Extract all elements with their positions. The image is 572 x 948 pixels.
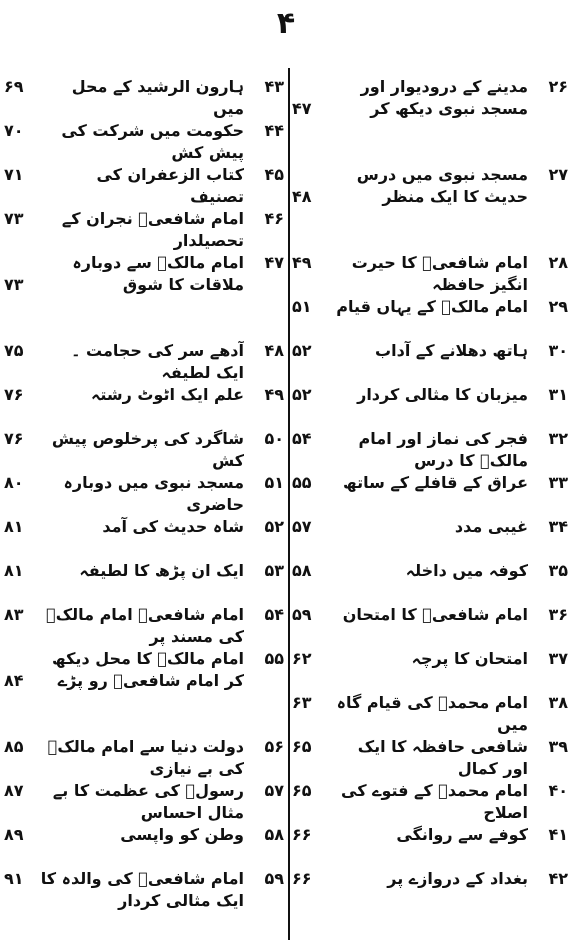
- entry-title: شاہ حدیث کی آمد: [102, 517, 244, 536]
- entry-number: ۵۵: [264, 649, 284, 668]
- entry-page-number: ۸۱: [4, 561, 24, 580]
- entry-page-number: ۵۵: [292, 473, 312, 492]
- entry-title: مدینے کے درودیوار اور مسجد نبوی دیکھ کر: [360, 77, 528, 118]
- entry-number: ۳۱: [548, 385, 568, 404]
- entry-title: کوفہ میں داخلہ: [405, 561, 528, 580]
- entry-number: ۵۸: [264, 825, 284, 844]
- toc-entry: [4, 648, 284, 736]
- entry-page-number: ۵۷: [292, 517, 312, 536]
- entry-title: ہارون الرشید کے محل میں: [71, 77, 244, 118]
- entry-page-number: ۶۳: [292, 693, 312, 712]
- entry-title: آدھے سر کی حجامت ۔ ایک لطیفہ: [71, 341, 244, 382]
- toc-entry: [4, 516, 284, 560]
- entry-number: ۲۷: [548, 165, 568, 184]
- entry-number: ۵۲: [264, 517, 284, 536]
- entry-page-number: ۹۱: [4, 869, 24, 888]
- entry-number: ۵۷: [264, 781, 284, 800]
- entry-number: ۳۸: [548, 693, 568, 712]
- entry-number: ۳۴: [548, 517, 568, 536]
- entry-page-number: ۶۶: [292, 825, 312, 844]
- entry-title: شاگرد کی پرخلوص پیش کش: [51, 429, 244, 470]
- entry-page-number: ۵۴: [292, 429, 312, 448]
- entry-title: کتاب الزعفران کی تصنیف: [96, 165, 244, 206]
- entry-page-number: ۸۹: [4, 825, 24, 844]
- entry-number: ۳۶: [548, 605, 568, 624]
- entry-title: شافعی حافظہ کا ایک اور کمال: [357, 737, 528, 778]
- entry-title: مسجد نبوی میں درس حدیث کا ایک منظر: [356, 165, 528, 206]
- entry-page-number: ۷۰: [4, 121, 24, 140]
- entry-page-number: ۶۶: [292, 869, 312, 888]
- entry-number: ۴۳: [264, 77, 284, 96]
- entry-number: ۵۳: [264, 561, 284, 580]
- entry-title: کوفے سے روانگی: [396, 825, 528, 844]
- toc-entry: [292, 296, 568, 340]
- entry-number: ۲۹: [548, 297, 568, 316]
- toc-entry: [292, 736, 568, 780]
- entry-page-number: ۵۲: [292, 385, 312, 404]
- entry-number: ۴۲: [548, 869, 568, 888]
- entry-title: ہاتھ دھلانے کے آداب: [375, 341, 528, 360]
- entry-title: امام شافعیؒ نجران کے تحصیلدار: [61, 209, 244, 250]
- entry-page-number: ۵۲: [292, 341, 312, 360]
- entry-number: ۲۶: [548, 77, 568, 96]
- entry-title: امام شافعیؒ کا امتحان: [342, 605, 528, 624]
- entry-number: ۴۰: [548, 781, 568, 800]
- entry-title: غیبی مدد: [454, 517, 528, 536]
- entry-title: وطن کو واپسی: [120, 825, 244, 844]
- entry-title: امتحان کا پرچہ: [411, 649, 528, 668]
- entry-number: ۴۹: [264, 385, 284, 404]
- entry-page-number: ۴۹: [292, 253, 312, 272]
- entry-number: ۵۹: [264, 869, 284, 888]
- entry-title: دولت دنیا سے امام مالکؒ کی بے نیازی: [47, 737, 244, 778]
- entry-title: امام محمدؒ کے فتوے کی اصلاح: [341, 781, 528, 822]
- toc-entry: [4, 208, 284, 252]
- entry-number: ۴۵: [264, 165, 284, 184]
- entry-number: ۴۱: [548, 825, 568, 844]
- entry-title: علم ایک اٹوٹ رشتہ: [90, 385, 244, 404]
- entry-title: حکومت میں شرکت کی پیش کش: [61, 121, 244, 162]
- toc-entry: [4, 780, 284, 824]
- toc-left-column: [4, 76, 284, 940]
- entry-page-number: ۷۳: [4, 209, 24, 228]
- entry-page-number: ۷۶: [4, 385, 24, 404]
- entry-number: ۴۷: [264, 253, 284, 272]
- entry-number: ۲۸: [548, 253, 568, 272]
- toc-entry: [4, 164, 284, 208]
- entry-number: ۳۰: [548, 341, 568, 360]
- toc-entry: [292, 428, 568, 472]
- toc-entry: [292, 648, 568, 692]
- toc-entry: [4, 604, 284, 648]
- entry-page-number: ۵۸: [292, 561, 312, 580]
- toc-entry: [292, 384, 568, 428]
- toc-entry: [292, 164, 568, 252]
- entry-number: ۵۱: [264, 473, 284, 492]
- entry-page-number: ۶۵: [292, 781, 312, 800]
- entry-page-number: ۸۳: [4, 605, 24, 624]
- entry-title: بغداد کے دروازے پر: [387, 869, 528, 888]
- entry-number: ۵۰: [264, 429, 284, 448]
- entry-page-number: ۷۵: [4, 341, 24, 360]
- entry-page-number: ۵۱: [292, 297, 312, 316]
- entry-page-number: ۷۳: [4, 275, 24, 294]
- entry-number: ۳۳: [548, 473, 568, 492]
- entry-title: امام شافعیؒ کا حیرت انگیز حافظہ: [351, 253, 528, 294]
- entry-title: امام مالکؒ سے دوبارہ ملاقات کا شوق: [72, 253, 244, 294]
- entry-number: ۳۹: [548, 737, 568, 756]
- toc-entry: [292, 252, 568, 296]
- toc-entry: [4, 868, 284, 912]
- toc-entry: [4, 824, 284, 868]
- toc-entry: [4, 340, 284, 384]
- toc-entry: [4, 560, 284, 604]
- toc-entry: [292, 472, 568, 516]
- entry-page-number: ۵۹: [292, 605, 312, 624]
- entry-title: امام مالکؒ کے یہاں قیام: [336, 297, 528, 316]
- toc-entry: [292, 824, 568, 868]
- toc-entry: [292, 868, 568, 912]
- entry-page-number: ۸۱: [4, 517, 24, 536]
- toc-entry: [292, 692, 568, 736]
- entry-page-number: ۶۲: [292, 649, 312, 668]
- entry-title: امام مالکؒ کا محل دیکھ کر امام شافعیؒ رو پڑے: [52, 649, 244, 690]
- entry-title: فجر کی نماز اور امام مالکؒ کا درس: [358, 429, 528, 470]
- entry-title: امام شافعیؒ امام مالکؒ کی مسند پر: [46, 605, 244, 646]
- entry-page-number: ۸۰: [4, 473, 24, 492]
- entry-page-number: ۷۶: [4, 429, 24, 448]
- entry-number: ۴۸: [264, 341, 284, 360]
- column-divider: [288, 68, 290, 940]
- entry-page-number: ۴۸: [292, 187, 312, 206]
- entry-page-number: ۸۵: [4, 737, 24, 756]
- entry-number: ۴۴: [264, 121, 284, 140]
- toc-entry: [292, 516, 568, 560]
- entry-title: امام شافعیؒ کی والدہ کا ایک مثالی کردار: [40, 869, 244, 910]
- entry-title: عراق کے قافلے کے ساتھ: [342, 473, 528, 492]
- entry-page-number: ۴۷: [292, 99, 312, 118]
- entry-page-number: ۶۵: [292, 737, 312, 756]
- entry-title: میزبان کا مثالی کردار: [357, 385, 528, 404]
- entry-number: ۵۶: [264, 737, 284, 756]
- entry-number: ۵۴: [264, 605, 284, 624]
- page-number: ۴: [276, 6, 296, 41]
- toc-entry: [292, 76, 568, 164]
- toc-right-column: [292, 76, 568, 940]
- toc-entry: [292, 604, 568, 648]
- toc-entry: [4, 252, 284, 340]
- entry-page-number: ۸۷: [4, 781, 24, 800]
- entry-number: ۴۶: [264, 209, 284, 228]
- entry-title: مسجد نبوی میں دوبارہ حاضری: [63, 473, 244, 514]
- toc-entry: [4, 736, 284, 780]
- entry-title: رسولؐ کی عظمت کا بے مثال احساس: [52, 781, 244, 822]
- toc-entry: [292, 780, 568, 824]
- entry-title: ایک ان پڑھ کا لطیفہ: [79, 561, 244, 580]
- entry-number: ۳۲: [548, 429, 568, 448]
- toc-entry: [292, 560, 568, 604]
- toc-entry: [4, 384, 284, 428]
- entry-page-number: ۷۱: [4, 165, 24, 184]
- entry-title: امام محمدؒ کی قیام گاہ میں: [336, 693, 528, 734]
- toc-entry: [292, 340, 568, 384]
- entry-number: ۳۵: [548, 561, 568, 580]
- toc-entry: [4, 120, 284, 164]
- toc-entry: [4, 76, 284, 120]
- toc-entry: [4, 472, 284, 516]
- entry-page-number: ۸۴: [4, 671, 24, 690]
- toc-entry: [4, 428, 284, 472]
- entry-page-number: ۶۹: [4, 77, 24, 96]
- entry-number: ۳۷: [548, 649, 568, 668]
